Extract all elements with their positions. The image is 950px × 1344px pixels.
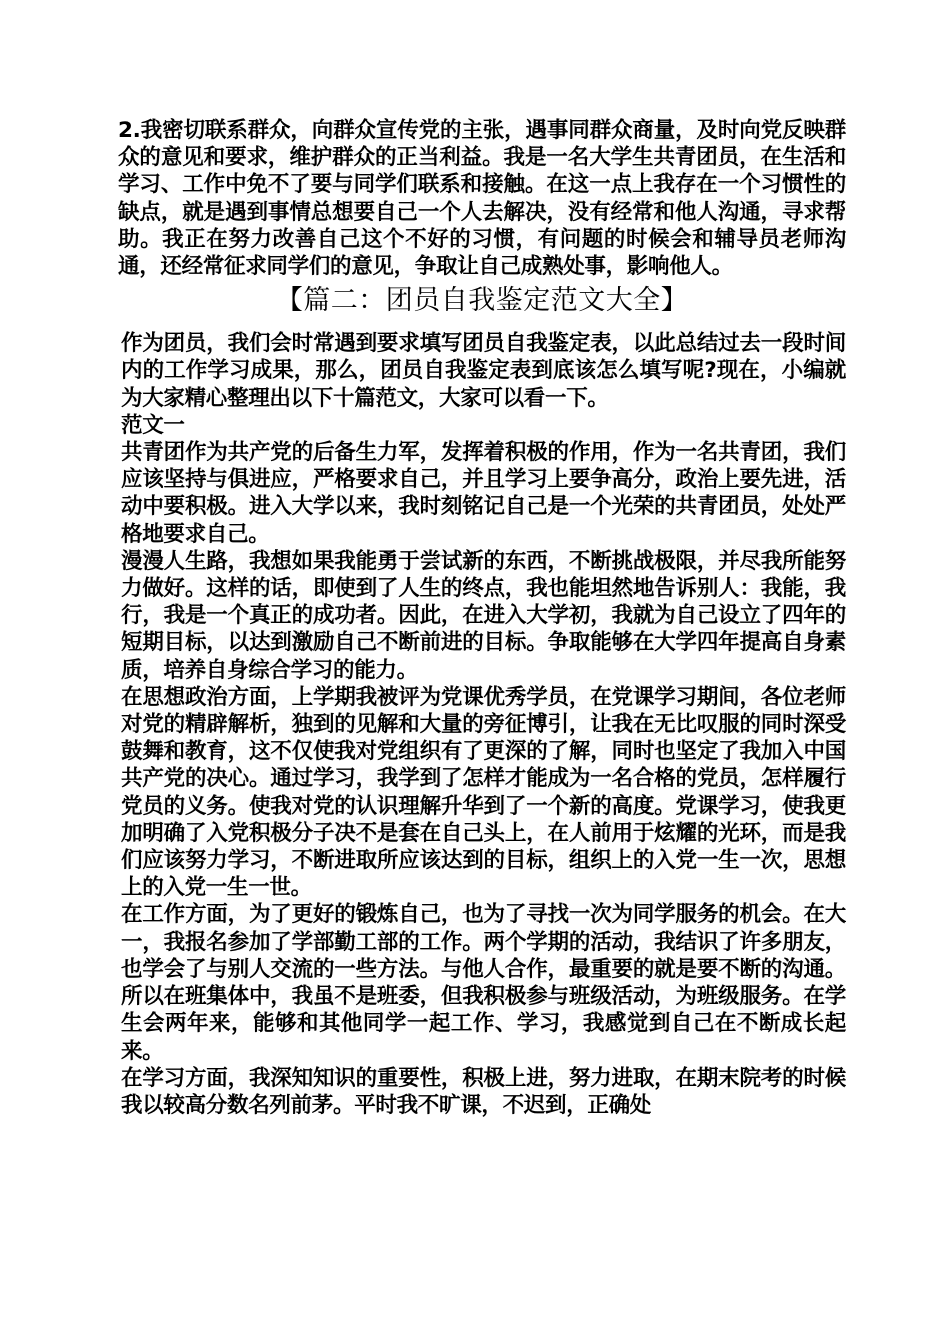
intro-paragraph: 2.我密切联系群众，向群众宣传党的主张，遇事同群众商量，及时向党反映群众的意见和要求，维护群众的正当利益。我是一名大学生共青团员，在生活和学习、工作中免不了要与同学们联系和接触。在这一点上我存在一个习惯性的缺点，就是遇到事情总想要自己一个人去解决，没有经常和他人沟通，寻求帮助。我正在努力改善自己这个不好的习惯，有问题的时候会和辅导员老师沟通，还经常征求同学们的意见，争取让自己成熟处事，影响他人。 xyxy=(118,118,846,280)
body-paragraph: 作为团员，我们会时常遇到要求填写团员自我鉴定表，以此总结过去一段时间内的工作学习成果，那么，团员自我鉴定表到底该怎么填写呢?现在，小编就为大家精心整理出以下十篇范文，大家可以看一下。 xyxy=(121,331,846,411)
body-paragraph: 共青团作为共产党的后备生力军，发挥着积极的作用，作为一名共青团，我们应该坚持与俱进应，严格要求自己，并且学习上要争高分，政治上要先进，活动中要积极。进入大学以来，我时刻铭记自己是一个光荣的共青团员，处处严格地要求自己。 xyxy=(121,440,846,547)
body-paragraph: 在思想政治方面，上学期我被评为党课优秀学员，在党课学习期间，各位老师对党的精辟解析，独到的见解和大量的旁征博引，让我在无比叹服的同时深受鼓舞和教育，这不仅使我对党组织有了更深的了解，同时也坚定了我加入中国共产党的决心。通过学习，我学到了怎样才能成为一名合格的党员，怎样履行党员的义务。使我对党的认识理解升华到了一个新的高度。党课学习，使我更加明确了入党积极分子决不是套在自己头上，在人前用于炫耀的光环，而是我们应该努力学习，不断进取所应该达到的目标，组织上的入党一生一次，思想上的入党一生一世。 xyxy=(121,684,846,901)
section-title: 【篇二：团员自我鉴定范文大全】 xyxy=(275,285,689,317)
document-page xyxy=(118,117,846,1119)
sample-heading: 范文一 xyxy=(121,412,185,438)
body-paragraph: 在学习方面，我深知知识的重要性，积极上进，努力进取，在期末院考的时候我以较高分数名列前茅。平时我不旷课，不迟到，正确处 xyxy=(121,1065,846,1118)
body-paragraph: 漫漫人生路，我想如果我能勇于尝试新的东西，不断挑战极限，并尽我所能努力做好。这样的话，即使到了人生的终点，我也能坦然地告诉别人：我能，我行，我是一个真正的成功者。因此，在进入大学初，我就为自己设立了四年的短期目标，以达到激励自己不断前进的目标。争取能够在大学四年提高自身素质，培养自身综合学习的能力。 xyxy=(121,548,846,683)
body-paragraph: 在工作方面，为了更好的锻炼自己，也为了寻找一次为同学服务的机会。在大一，我报名参加了学部勤工部的工作。两个学期的活动，我结识了许多朋友，也学会了与别人交流的一些方法。与他人合作，最重要的就是要不断的沟通。所以在班集体中，我虽不是班委，但我积极参与班级活动，为班级服务。在学生会两年来，能够和其他同学一起工作、学习，我感觉到自己在不断成长起来。 xyxy=(121,902,846,1064)
